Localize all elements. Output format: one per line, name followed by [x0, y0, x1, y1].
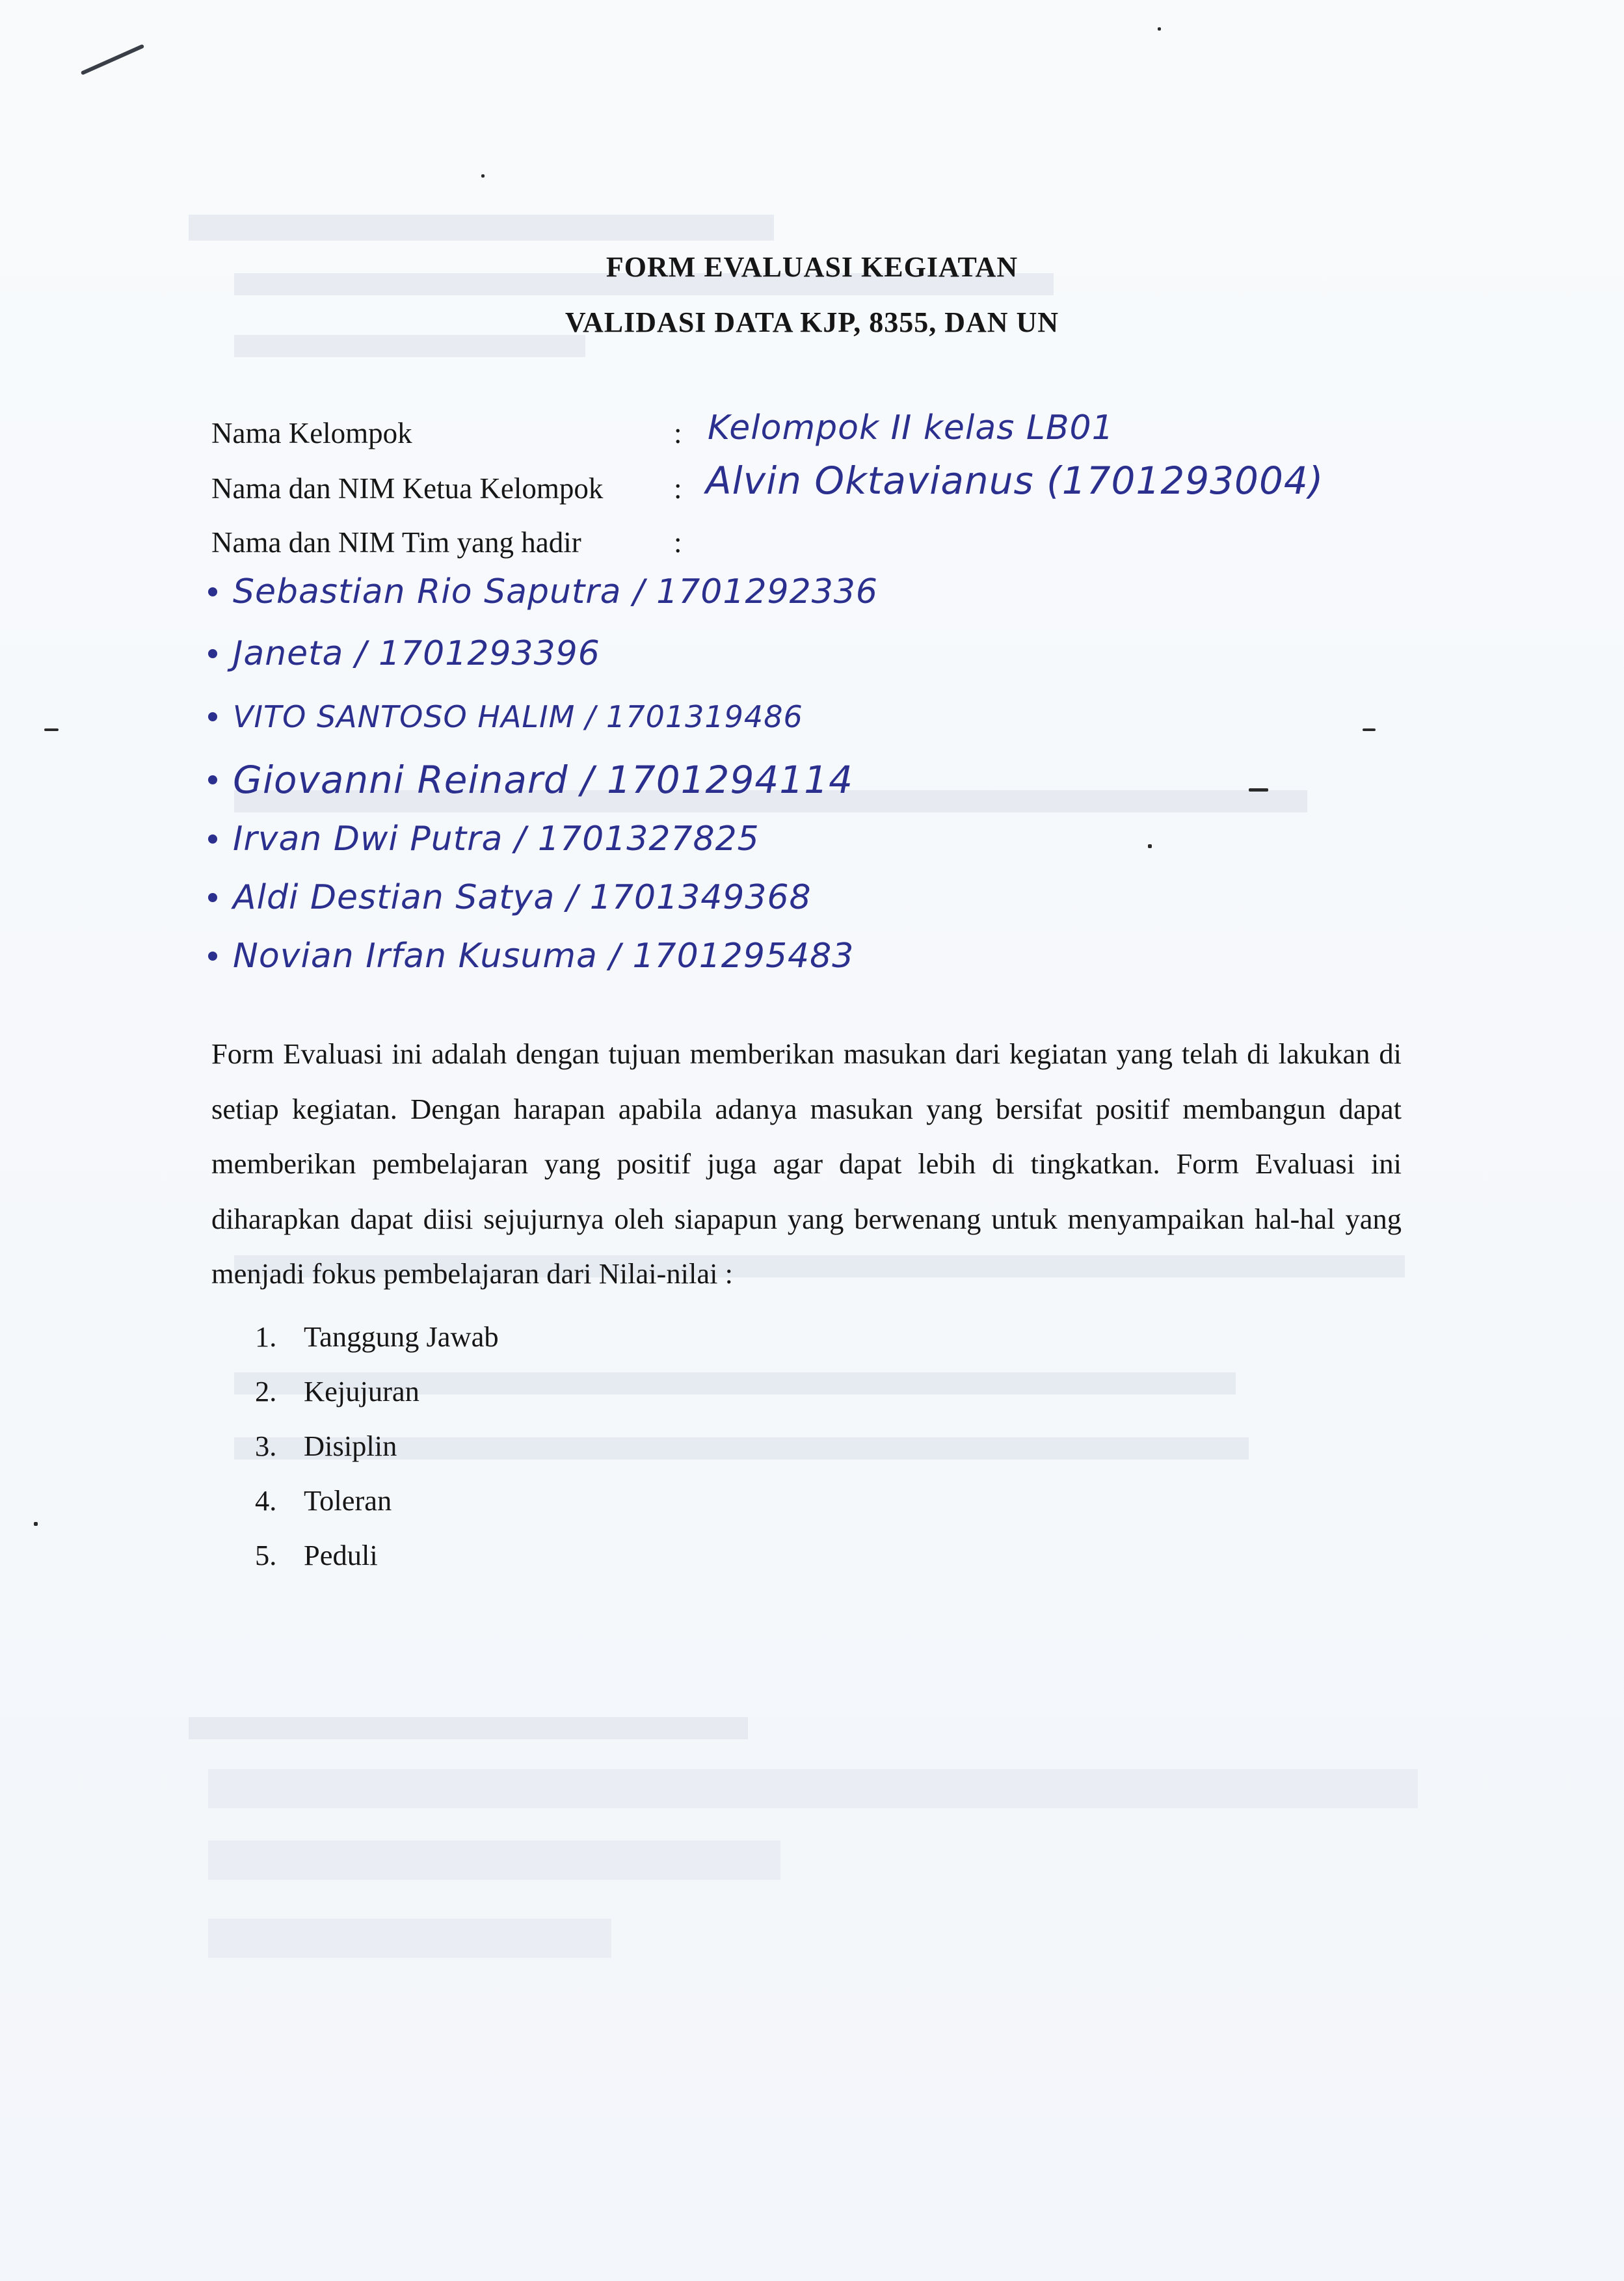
member-name: Irvan Dwi Putra / 1701327825: [233, 820, 760, 859]
field-value-leader: Alvin Oktavianus (1701293004): [706, 459, 1324, 503]
bullet-dot: [208, 893, 217, 902]
values-list-item: [255, 1419, 499, 1473]
scan-speck: [1249, 788, 1268, 792]
list-number: 1.: [255, 1320, 277, 1353]
member-name: Giovanni Reinard / 1701294114: [233, 758, 853, 802]
member-name: Aldi Destian Satya / 1701349368: [233, 878, 812, 917]
form-subtitle: VALIDASI DATA KJP, 8355, DAN UN: [565, 306, 1059, 338]
list-number: 4.: [255, 1484, 277, 1517]
field-value-group-name: Kelompok II kelas LB01: [708, 408, 1114, 447]
form-title: FORM EVALUASI KEGIATAN: [606, 251, 1018, 283]
values-list-item: [255, 1473, 499, 1528]
scan-speck: [44, 728, 59, 731]
bullet-dot: [208, 712, 217, 721]
values-list-item: [255, 1364, 499, 1419]
staple-mark: [81, 44, 144, 75]
member-list-item: [208, 820, 760, 859]
member-list-item: [208, 634, 600, 673]
value-label: Toleran: [304, 1484, 392, 1517]
value-label: Peduli: [304, 1539, 378, 1571]
bullet-dot: [208, 952, 217, 961]
field-label-group-name: Nama Kelompok: [211, 417, 412, 449]
member-name: Sebastian Rio Saputra / 1701292336: [233, 572, 878, 611]
list-number: 3.: [255, 1430, 277, 1462]
member-name: Novian Irfan Kusuma / 1701295483: [233, 937, 855, 976]
list-number: 5.: [255, 1539, 277, 1571]
field-separator: :: [674, 526, 682, 559]
field-separator: :: [674, 472, 682, 505]
field-label-team: Nama dan NIM Tim yang hadir: [211, 526, 581, 559]
scan-speck: [1158, 27, 1161, 31]
bleed-through-mark: [208, 1769, 1418, 1808]
member-name: VITO SANTOSO HALIM / 1701319486: [233, 699, 803, 734]
field-label-leader: Nama dan NIM Ketua Kelompok: [211, 472, 604, 505]
member-list-item: [208, 937, 854, 976]
values-list-item: [255, 1309, 499, 1364]
member-list-item: [208, 758, 853, 802]
bullet-dot: [208, 834, 217, 844]
bullet-dot: [208, 775, 217, 784]
values-list: [255, 1309, 499, 1582]
bullet-dot: [208, 649, 217, 658]
values-list-item: [255, 1528, 499, 1582]
bleed-through-mark: [208, 1919, 611, 1958]
member-list-item: [208, 878, 812, 917]
bleed-through-mark: [189, 215, 774, 241]
scan-speck: [1363, 728, 1376, 731]
scan-speck: [481, 174, 485, 178]
member-list-item: [208, 699, 803, 734]
scan-speck: [34, 1522, 38, 1526]
member-name: Janeta / 1701293396: [233, 634, 600, 673]
field-separator: :: [674, 417, 682, 449]
value-label: Kejujuran: [304, 1375, 419, 1407]
list-number: 2.: [255, 1375, 277, 1407]
bleed-through-mark: [189, 1717, 748, 1739]
bleed-through-mark: [208, 1841, 780, 1880]
intro-paragraph: Form Evaluasi ini adalah dengan tujuan memberikan masukan dari kegiatan yang telah di lakukan di setiap kegiatan. Dengan harapan apabila adanya masukan yang bersifat positif membangun dapat memberikan pembelajaran yang positif juga agar dapat lebih di tingkatkan. Form Evaluasi ini diharapkan dapat diisi sejujurnya oleh siapapun yang berwenang untuk menyampaikan hal-hal yang menjadi fokus pembelajaran dari Nilai-nilai :: [211, 1037, 1402, 1290]
member-list-item: [208, 572, 878, 611]
value-label: Disiplin: [304, 1430, 397, 1462]
bullet-dot: [208, 587, 217, 596]
scan-speck: [1148, 844, 1152, 848]
value-label: Tanggung Jawab: [304, 1320, 499, 1353]
